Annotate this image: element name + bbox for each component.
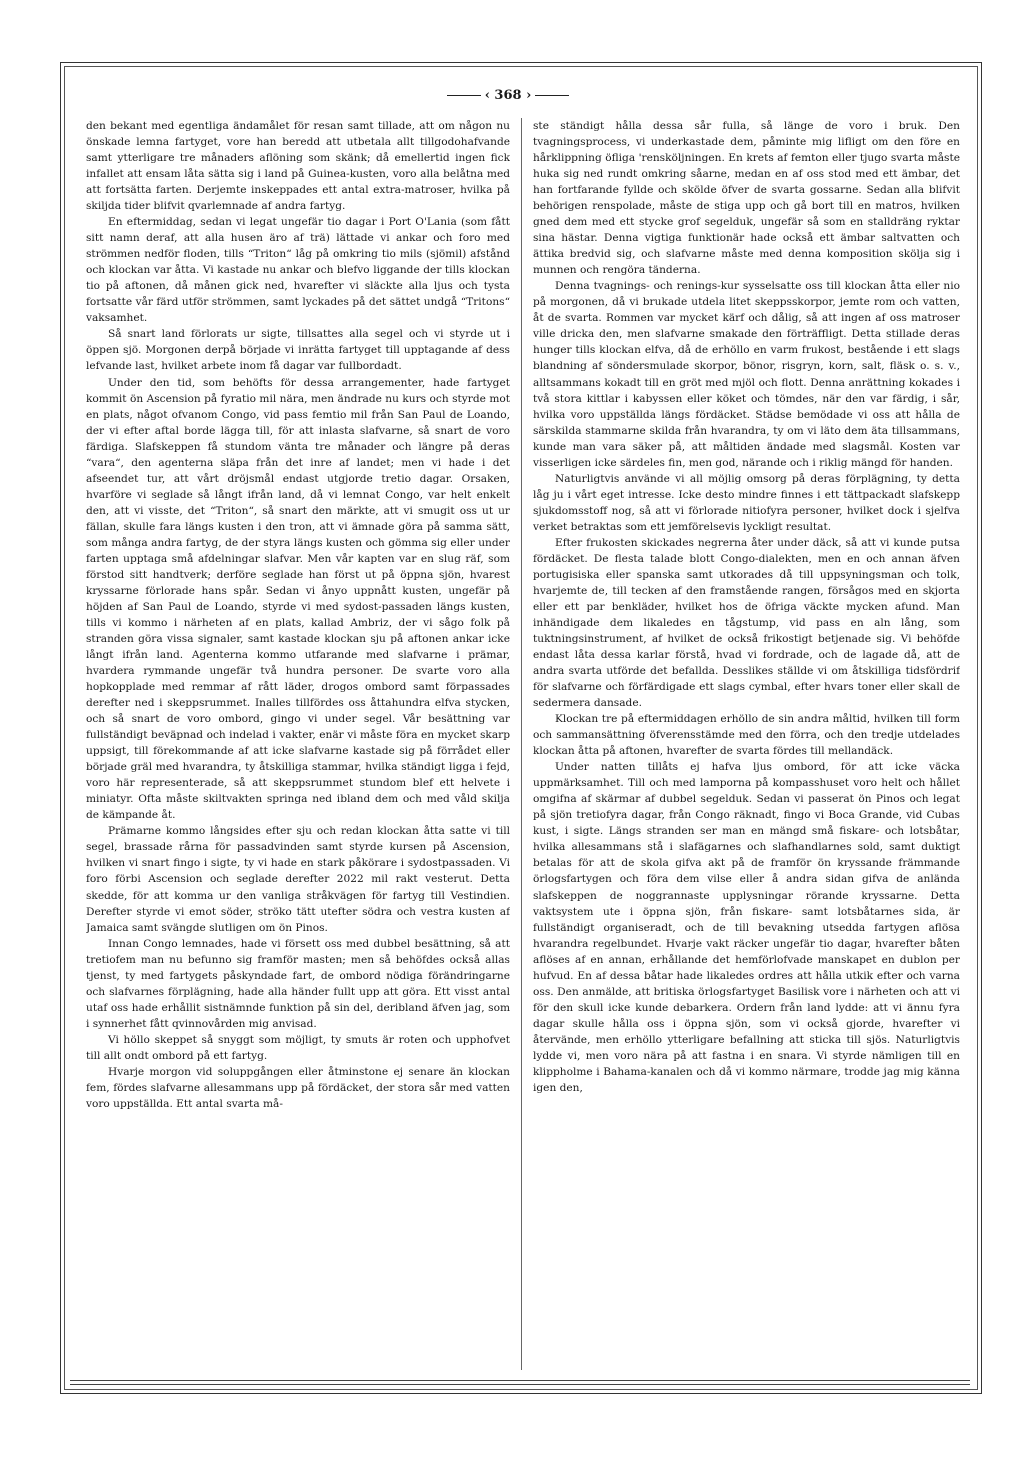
page-header xyxy=(0,88,1016,108)
header-arrow-left-icon: ‹ xyxy=(484,88,490,103)
header-ornament-right xyxy=(535,95,569,96)
paragraph: Hvarje morgon vid soluppgången eller åtminstone ej senare än klockan fem, fördes slafvarne allesammans upp på fördäcket, der stora sår med vatten voro uppställda. Ett antal svarta må- xyxy=(86,1065,510,1110)
paragraph: Prämarne kommo långsides efter sju och redan klockan åtta satte vi till segel, brassade rårna för passadvinden samt styrde kursen på Ascension, hvilken vi snart fingo i sigte, ty vi hade en stark påkörare i sydostpassaden. Vi foro förbi Ascension och seglade derefter 2022 mil rakt vesterut. Detta skedde, för att komma ur den vanliga stråkvägen för fartyg till Vestindien. Derefter styrde vi emot söder, ströko tätt utefter södra och vestra kusten af Jamaica samt svängde slutligen om ön Pinos. xyxy=(86,825,510,934)
right-column xyxy=(533,118,960,1370)
left-column xyxy=(86,118,510,1370)
header-arrow-right-icon: › xyxy=(526,88,532,103)
paragraph: Efter frukosten skickades negrerna åter under däck, så att vi kunde putsa fördäcket. De flesta talade blott Congo-dialekten, men en och annan äfven portugisiska eller spanska samt utkorades då till uppsyningsman och tolk, hvarjemte de, till tecken af den framstående rangen, försågos med en skjorta eller ett par benkläder, hvilket hos de öfriga väckte mycken afund. Man inhändigade dem likaledes en tågstump, vid pass en aln lång, som tuktningsinstrument, af hvilket de också frikostigt betjenade sig. Vi behöfde endast låta dessa karlar förstå, hvad vi fordrade, och de lagade då, att de andra svarta utförde det befallda. Desslikes ställde vi om åtskilliga tidsfördrif för slafvarne och förfärdigade ett slags cymbal, efter hvars toner eller skall de sedermera dansade. xyxy=(533,536,960,710)
paragraph: den bekant med egentliga ändamålet för resan samt tillade, att om någon nu önskade lemna fartyget, vore han beredd att utbetala allt tillgodohafvande samt ytterligare tre månaders aflöning som skänk; då emellertid ingen fick infallet att ensam låta sätta sig i land på Guinea-kusten, voro alla belåtna med att fortsätta farten. Derjemte inskeppades ett antal extra-matroser, hvilka på skiljda tider blifvit qvarlemnade af andra fartyg. xyxy=(86,120,510,213)
footer-rule xyxy=(70,1380,970,1381)
paragraph: Innan Congo lemnades, hade vi försett oss med dubbel besättning, så att tretiofem man nu befunno sig framför masten; men så behöfdes också allas tjenst, ty med fartygets påskyndade fart, de ombord nödiga förändringarne och slafvarnes förplägning, hade alla händer fullt upp att göra. Ett visst antal utaf oss hade erhållit sistnämnde funktion på sin del, deribland äfven jag, som i synnerhet fått qvinnovården mig anvisad. xyxy=(86,937,510,1030)
paragraph: ste ständigt hålla dessa sår fulla, så länge de voro i bruk. Den tvagningsprocess, vi underkastade dem, påminte mig lifligt om den före en hårklippning öfliga 'rensköljningen. En krets af femton eller tjugo svarta måste huka sig ned rundt omkring såarne, medan en af oss stod med ett ämbar, det han fortfarande fyllde och skölde öfver de svarta gossarne. Sedan alla blifvit behörigen renspolade, måste de stiga upp och gå bort till en matros, hvilken gned dem med ett stycke grof segelduk, ungefär så som en stalldräng ryktar sina hästar. Denna vigtiga funktionär hade också ett ämbar saltvatten och ättika bredvid sig, och slafvarne måste med denna komposition skölja sig i munnen och rengöra tänderna. xyxy=(533,120,960,277)
paragraph: Naturligtvis använde vi all möjlig omsorg på deras förplägning, ty detta låg ju i vårt eget intresse. Icke desto mindre finnes i ett tättpackadt slafskepp sjukdomsstoff nog, så att vi förlorade nitiofyra personer, hvilket dock i sjelfva verket betraktas som ett jemförelsevis lyckligt resultat. xyxy=(533,472,960,533)
column-divider xyxy=(521,118,522,1370)
paragraph: Under natten tillåts ej hafva ljus ombord, för att icke väcka uppmärksamhet. Till och med lamporna på kompasshuset voro helt och hållet omgifna af skärmar af dubbel segelduk. Sedan vi passerat ön Pinos och legat på sjön tretiofyra dagar, från Congo räknadt, fingo vi Boca Grande, vid Cubas kust, i sigte. Längs stranden ser man en mängd små fiskare- och lotsbåtar, hvilka allesammans stå i slafägarnes och slafhandlarnes sold, samt duktigt betalas för att de skola gifva akt på de framför ön kryssande främmande örlogsfartygen och föra dem vilse eller å andra sidan gifva de anlända slafskeppen de noggrannaste upplysningar rörande kryssarne. Detta vaktsystem ute i öppna sjön, från fiskare- samt lotsbåtarnes sida, är fullständigt organiseradt, och de till bevakning utsedda fartygen aflösa hvarandra regelbundet. Hvarje vakt räcker ungefär tio dagar, hvarefter båten aflöses af en annan, erhållande det hemförlofvade manskapet en dublon per hufvud. En af dessa båtar hade likaledes ordres att hålla utkik efter och varna oss. Den anmälde, att britiska örlogsfartyget Basilisk vore i närheten och att vi för den skull icke kunde debarkera. Ordern från land lydde: att vi ännu fyra dagar skulle hålla oss i öppna sjön, som vi också gjorde, hvarefter vi återvände, men erhöllo ytterligare befallning att sticka till sjös. Naturligtvis lydde vi, men voro nära på att fastna i en snara. Vi styrde nämligen till en klippholme i Bahama-kanalen och då vi kommo närmare, trodde jag mig känna igen den, xyxy=(533,761,960,1094)
paragraph: Klockan tre på eftermiddagen erhöllo de sin andra måltid, hvilken till form och sammansättning öfverensstämde med den förra, och den tredje utdelades klockan åtta på aftonen, hvarefter de svarta fördes till mellandäck. xyxy=(533,713,960,758)
paragraph: Vi höllo skeppet så snyggt som möjligt, ty smuts är roten och upphofvet till allt ondt ombord på ett fartyg. xyxy=(86,1033,510,1062)
paragraph: Så snart land förlorats ur sigte, tillsattes alla segel och vi styrde ut i öppen sjö. Morgonen derpå började vi inrätta fartyget till upptagande af dess lefvande last, hvilket arbete inom få dagar var fullbordadt. xyxy=(86,328,510,373)
footer-rule xyxy=(70,1384,970,1385)
paragraph: En eftermiddag, sedan vi legat ungefär tio dagar i Port O'Lania (som fått sitt namn deraf, att alla husen äro af trä) lättade vi ankar och foro med strömmen nedför floden, tills “Triton“ låg på omkring tio mils (sjömil) afstånd och klockan var åtta. Vi kastade nu ankar och blefvo liggande der tills klockan tio på aftonen, då månen gick ned, hvarefter vi släckte alla ljus och tysta fortsatte vår färd utför strömmen, samt lyckades på det sättet undgå “Tritons“ vaksamhet. xyxy=(86,216,510,325)
paragraph: Under den tid, som behöfts för dessa arrangementer, hade fartyget kommit ön Ascension på fyratio mil nära, men ändrade nu kurs och styrde mot en plats, något ofvanom Congo, vid pass femtio mil från San Paul de Loando, der vi efter aftal borde lägga till, för att inlasta slafvarne, så snart de voro färdiga. Slafskeppen få stundom vänta tre månader och längre på deras “vara“, den agenterna släpa från det inre af landet; men vi hade i det afseendet tur, att vårt dröjsmål endast utgjorde tretio dagar. Orsaken, hvarföre vi seglade så långt ifrån land, då vi lemnat Congo, var helt enkelt den, att vi visste, det “Triton“, så snart den märkte, att vi smugit oss ut ur fällan, skulle fara längs kusten i den tron, att vi ämnade göra på samma sätt, som många andra fartyg, de der styra längs kusten och gömma sig eller under farten upptaga små afdelningar slafvar. Men vår kapten var en slug räf, som förstod sitt handtverk; derföre seglade han först ut på öppna sjön, hvarest kryssarne förlorade hans spår. Sedan vi ånyo uppnått kusten, ungefär på höjden af San Paul de Loando, styrde vi med sydost-passaden längs kusten, tills vi kommo i närheten af en plats, kallad Ambriz, der vi sågo folk på stranden göra vissa signaler, samt kastade klockan sju på aftonen ankar icke långt ifrån land. Agenterna kommo utfarande med slafvarne i prämar, hvardera rymmande ungefär två hundra personer. De svarte voro alla hopkopplade med remmar af rått läder, drogos ombord samt förpassades derefter ned i skeppsrummet. Inalles tillfördes oss åttahundra elfva stycken, och så snart de voro ombord, gingo vi under segel. Vår besättning var fullständigt beväpnad och indelad i vakter, enär vi måste föra en mycket skarp uppsigt, till förekommande af att icke slafvarne kastade sig på förrådet eller började gräl med hvarandra, ty åtskilliga stammar, hvilka ständigt ligga i fejd, voro här representerade, så att skeppsrummet stundom blef ett helvete i miniatyr. Ofta måste skiltvakten springa ned ibland dem och med våld skilja de kämpande åt. xyxy=(86,376,510,822)
paragraph: Denna tvagnings- och renings-kur sysselsatte oss till klockan åtta eller nio på morgonen, då vi brukade utdela litet skeppsskorpor, jemte rom och vatten, åt de svarta. Rommen var mycket kärf och dålig, så att ingen af oss matroser ville dricka den, men slafvarne smakade den förträffligt. Detta stillade deras hunger tills klockan elfva, då de erhöllo en varm frukost, bestående i ett slags blandning af söndersmulade skorpor, bönor, risgryn, korn, salt, fläsk o. s. v., alltsammans kokadt till en gröt med mjöl och flott. Denna anrättning kokades i två stora kittlar i kabyssen eller köket och tömdes, när den var färdig, i sår, hvilka voro uppställda längs fördäcket. Städse bemödade vi oss att hålla de särskilda stammarne skilda från hvarandra, ty om vi läto dem äta tillsammans, kunde man vara säker på, att måltiden ändade med slagsmål. Kosten var visserligen icke särdeles fin, men god, närande och i riklig mängd för handen. xyxy=(533,280,960,469)
page-number: 368 xyxy=(494,88,522,103)
header-ornament-left xyxy=(447,95,481,96)
